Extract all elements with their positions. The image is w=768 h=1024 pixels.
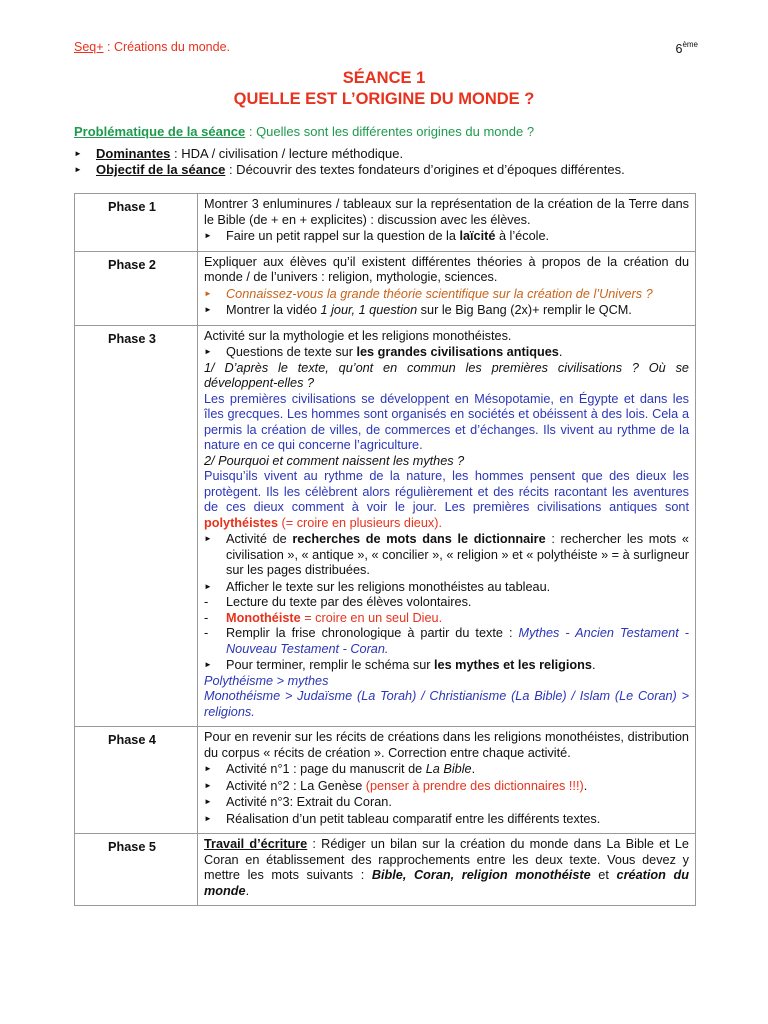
list-item: - Remplir la frise chronologique à partir du texte : Mythes - Ancien Testament - Nouveau Testament - Coran. [204,626,689,656]
phase-label: Phase 3 [75,325,198,727]
bullet-arrow-icon: ► [204,288,212,298]
bullet-arrow-icon: ► [204,534,212,543]
schema-line: Monothéisme > Judaïsme (La Torah) / Christianisme (La Bible) / Islam (Le Coran) > religions. [204,689,689,719]
page-header [74,40,698,58]
phase-content: Travail d’écriture : Rédiger un bilan sur la création du monde dans La Bible et Le Coran en établissement des rapprochements entre les deux texte. Vous devez y mettre les mots suivants : Bible, Coran, religion monothéiste et création du monde. [198,834,696,906]
problematique-label: Problématique de la séance [74,124,246,139]
table-row [75,727,696,834]
phase-label: Phase 1 [75,194,198,252]
list-item: ► Pour terminer, remplir le schéma sur les mythes et les religions. [204,658,596,672]
title-line-2: QUELLE EST L’ORIGINE DU MONDE ? [233,90,535,108]
subject-text: : Créations du monde. [103,40,231,54]
list-item: ► Connaissez-vous la grande théorie scientifique sur la création de l’Univers ? [204,286,653,301]
table-row [75,251,696,325]
title-line-1: SÉANCE 1 [342,69,426,87]
answer: Puisqu’ils vivent au rythme de la nature, les hommes pensent que des dieux les protègent. Ils les célèbrent alors régulièrement et des récits racontant les aventures de ces dieux comment à voir le jour. Les premières civilisations antiques sont polythéistes (= croire en plusieurs dieux). [204,469,689,530]
bullet-arrow-icon: ► [204,813,212,823]
list-item: ► Réalisation d’un petit tableau comparatif entre les différents textes. [204,811,601,826]
list-item: ► Activité n°3: Extrait du Coran. [204,795,392,809]
grade-label: 6ème [675,40,698,56]
phases-table [74,193,696,906]
phase-label: Phase 5 [75,834,198,906]
list-item: ► Activité de recherches de mots dans le dictionnaire : rechercher les mots « civilisation », « antique », « concilier », « religion » et « polythéiste » = à surligneur sur les pages distribuées. [204,532,689,577]
bullet-arrow-icon: ► [204,660,212,669]
list-item: ► Activité n°2 : La Genèse (penser à prendre des dictionnaires !!!). [204,778,588,793]
page-title [0,68,768,110]
phase-content: Expliquer aux élèves qu’il existent différentes théories à propos de la création du monde / de l’univers : religion, mythologie, sciences. ► Connaissez-vous la grande théorie scientifique sur la création de l’Univers ? ► Montrer la vidéo 1 jour, 1 question sur le Big Bang (2x)+ remplir le QCM. [198,251,696,325]
bullet-arrow-icon: ► [74,149,82,158]
list-item: ► Faire un petit rappel sur la question de la laïcité à l’école. [204,229,550,243]
bullet-arrow-icon: ► [204,581,212,591]
table-row [75,834,696,906]
list-item: ► Activité n°1 : page du manuscrit de La Bible. [204,762,476,776]
problematique-text: : Quelles sont les différentes origines du monde ? [245,124,535,139]
phase-label: Phase 4 [75,727,198,834]
bullet-arrow-icon: ► [204,780,212,790]
list-item: ► Montrer la vidéo 1 jour, 1 question sur le Big Bang (2x)+ remplir le QCM. [204,303,632,317]
phase-content: Activité sur la mythologie et les religions monothéistes. ► Questions de texte sur les grandes civilisations antiques. 1/ D’après le texte, qu’ont en commun les premières civilisations ? Où se développent-elles ? Les premières civilisations se développent en Mésopotamie, en Égypte et dans les îles grecques. Les hommes sont organisés en sociétés et obéissent à des lois. Cela a permis la création de villes, de commerces et d’échanges. Ils vivent au rythme de la nature en ce qui concerne l’agriculture. 2/ Pourquoi et comment naissent les mythes ? Puisqu’ils vivent au rythme de la nature, les hommes pensent que des dieux les protègent. Ils les célèbrent alors régulièrement et des récits racontant les aventures de ces dieux comment à voir le jour. Les premières civilisations antiques sont polythéistes (= croire en plusieurs dieux). ► Activité de recherches de mots dans le dictionnaire : rechercher les mots « civilisation », « antique », « concilier », « religion » et « polythéiste » = à surligneur sur les pages distribuées. ► Afficher le texte sur les religions monothéistes au tableau. - Lecture du texte par des élèves volontaires. - Monothéiste = croire en un seul Dieu. - Remplir la frise chronologique à partir du texte : Mythes - Ancien Testament - Nouveau Testament - Coran. ► Pour terminer, remplir le schéma sur les mythes et les religions. Polythéisme > mythes Monothéisme > Judaïsme (La Torah) / Christianisme (La Bible) / Islam (Le Coran) > religions. [198,325,696,727]
bullet-arrow-icon: ► [204,797,212,806]
bullet-arrow-icon: ► [74,165,82,174]
sequence-label [74,40,230,54]
schema-line: Polythéisme > mythes [204,673,329,688]
answer: Les premières civilisations se développent en Mésopotamie, en Égypte et dans les îles grecques. Les hommes sont organisés en sociétés et obéissent à des lois. Cela a permis la création de villes, de commerces et d’échanges. Ils vivent au rythme de la nature en ce qui concerne l’agriculture. [204,391,689,452]
objective-item: ► Dominantes : HDA / civilisation / lecture méthodique. [74,146,404,161]
bullet-arrow-icon: ► [204,347,212,356]
bullet-arrow-icon: ► [204,231,212,240]
question: 2/ Pourquoi et comment naissent les mythes ? [204,453,465,468]
bullet-arrow-icon: ► [204,305,212,314]
phase-content: Montrer 3 enluminures / tableaux sur la représentation de la création de la Terre dans le Bible (de + en + explicites) : discussion avec les élèves. ► Faire un petit rappel sur la question de la laïcité à l’école. [198,194,696,252]
list-item: - Monothéiste = croire en un seul Dieu. [204,610,443,625]
phase-content: Pour en revenir sur les récits de créations dans les religions monothéistes, distribution du corpus « récits de création ». Correction entre chaque activité. ► Activité n°1 : page du manuscrit de La Bible. ► Activité n°2 : La Genèse (penser à prendre des dictionnaires !!!). ► Activité n°3: Extrait du Coran. ► Réalisation d’un petit tableau comparatif entre les différents textes. [198,727,696,834]
list-item: ► Afficher le texte sur les religions monothéistes au tableau. [204,579,551,594]
question: 1/ D’après le texte, qu’ont en commun les premières civilisations ? Où se développent-elles ? [204,360,689,390]
objective-item: ► Objectif de la séance : Découvrir des textes fondateurs d’origines et d’époques différentes. [74,162,625,177]
seq-link: Seq+ [74,40,104,54]
table-row [75,325,696,727]
list-item: ► Questions de texte sur les grandes civilisations antiques. [204,345,563,359]
table-row [75,194,696,252]
phase-label: Phase 2 [75,251,198,325]
bullet-arrow-icon: ► [204,764,212,773]
problematique [74,124,534,139]
list-item: - Lecture du texte par des élèves volontaires. [204,595,472,609]
